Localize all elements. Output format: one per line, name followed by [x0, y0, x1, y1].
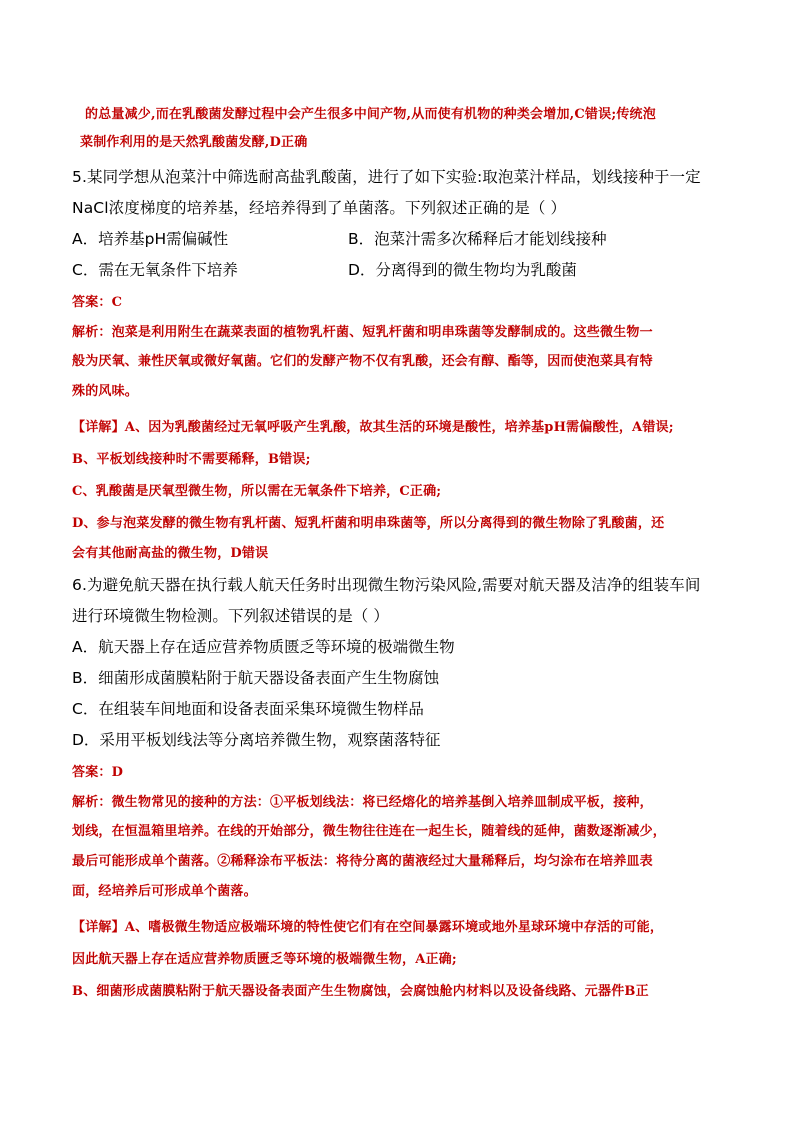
q5-detail: D、参与泡菜发酵的微生物有乳杆菌、短乳杆菌和明串珠菌等，所以分离得到的微生物除了乳酸菌，还 — [72, 516, 665, 531]
q6-analysis: 最后可能形成单个菌落。②稀释涂布平板法：将待分离的菌液经过大量稀释后，均匀涂布在培养皿表 — [72, 854, 653, 869]
q6-option-c: C．在组装车间地面和设备表面采集环境微生物样品 — [72, 700, 424, 718]
q5-answer: 答案：C — [72, 295, 123, 310]
q6-answer: 答案：D — [72, 765, 124, 780]
q6-detail: 因此航天器上存在适应营养物质匮乏等环境的极端微生物，A正确; — [72, 952, 457, 967]
q6-analysis: 解析：微生物常见的接种的方法：①平板划线法：将已经熔化的培养基倒入培养皿制成平板，接种， — [72, 795, 653, 810]
q5-detail: C、乳酸菌是厌氧型微生物，所以需在无氧条件下培养，C正确; — [72, 484, 442, 499]
q6-detail: 【详解】A、嗜极微生物适应极端环境的特性使它们有在空间暴露环境或地外星球环境中存活的可能， — [72, 920, 664, 935]
q5-stem: 5.某同学想从泡菜汁中筛选耐高盐乳酸菌，进行了如下实验:取泡菜汁样品，划线接种于一定 — [72, 168, 701, 186]
q5-option-b: B．泡菜汁需多次稀释后才能划线接种 — [348, 230, 607, 248]
q5-detail: 会有其他耐高盐的微生物，D错误 — [72, 546, 269, 561]
q6-analysis: 划线，在恒温箱里培养。在线的开始部分，微生物往往连在一起生长，随着线的延伸，菌数逐渐减少， — [72, 824, 667, 839]
q5-option-c: C．需在无氧条件下培养 — [72, 261, 238, 279]
prev-explanation-line: 的总量减少,而在乳酸菌发酵过程中会产生很多中间产物,从而使有机物的种类会增加,C错误;传统泡 — [85, 107, 656, 122]
q5-detail: 【详解】A、因为乳酸菌经过无氧呼吸产生乳酸，故其生活的环境是酸性，培养基pH需偏酸性，A错误; — [72, 420, 674, 435]
q5-detail: B、平板划线接种时不需要稀释，B错误; — [72, 452, 311, 467]
q5-analysis: 般为厌氧、兼性厌氧或微好氧菌。它们的发酵产物不仅有乳酸，还会有醇、酯等，因而使泡菜具有特 — [72, 354, 653, 369]
q5-analysis: 殊的风味。 — [72, 384, 139, 399]
prev-explanation-line: 菜制作利用的是天然乳酸菌发酵,D正确 — [80, 135, 308, 150]
q5-option-a: A．培养基pH需偏碱性 — [72, 230, 229, 248]
q6-analysis: 面，经培养后可形成单个菌落。 — [72, 884, 257, 899]
q6-stem: 进行环境微生物检测。下列叙述错误的是（ ） — [72, 607, 390, 625]
q6-detail: B、细菌形成菌膜粘附于航天器设备表面产生生物腐蚀，会腐蚀舱内材料以及设备线路、元器件B正 — [72, 984, 649, 999]
q5-option-d: D．分离得到的微生物均为乳酸菌 — [348, 261, 577, 279]
q6-stem: 6.为避免航天器在执行载人航天任务时出现微生物污染风险,需要对航天器及洁净的组装车间 — [72, 576, 701, 594]
q6-option-d: D．采用平板划线法等分离培养微生物，观察菌落特征 — [72, 731, 441, 749]
q6-option-b: B．细菌形成菌膜粘附于航天器设备表面产生生物腐蚀 — [72, 669, 440, 687]
q5-analysis: 解析：泡菜是利用附生在蔬菜表面的植物乳杆菌、短乳杆菌和明串珠菌等发酵制成的。这些微生物一 — [72, 325, 653, 340]
q5-stem: NaCl浓度梯度的培养基，经培养得到了单菌落。下列叙述正确的是（ ） — [72, 199, 567, 217]
q6-option-a: A．航天器上存在适应营养物质匮乏等环境的极端微生物 — [72, 638, 455, 656]
